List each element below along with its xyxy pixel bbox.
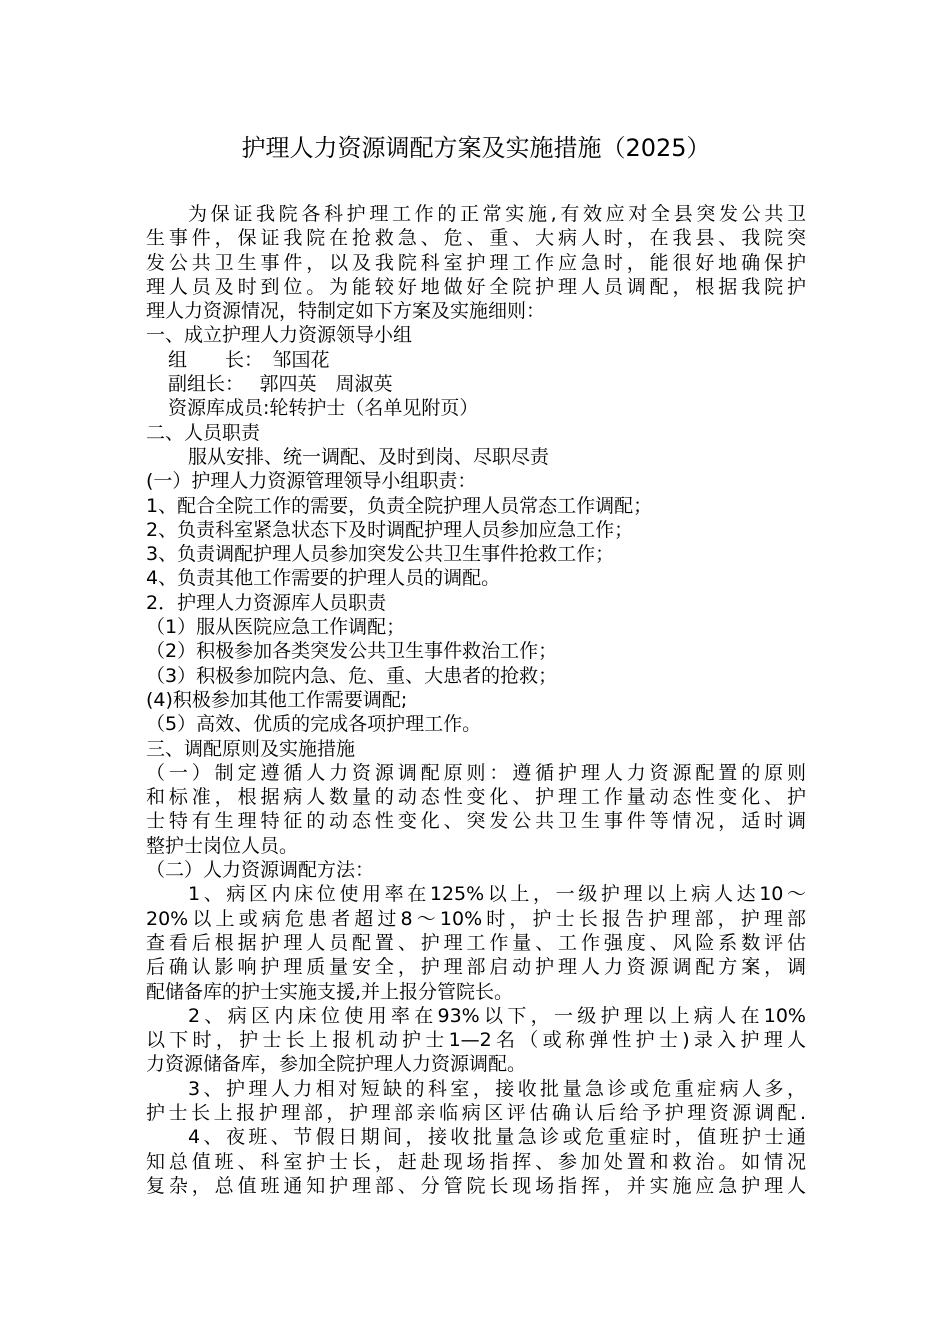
text-line: 组 长： 邹国花 xyxy=(168,348,330,371)
text-line: 3、护理人力相对短缺的科室，接收批量急诊或危重症病人多， xyxy=(188,1077,806,1100)
text-line: 为保证我院各科护理工作的正常实施,有效应对全县突发公共卫 xyxy=(188,203,806,225)
text-line: 副组长： 郭四英 周淑英 xyxy=(168,373,393,396)
text-line: 和标准，根据病人数量的动态性变化、护理工作量动态性变化、护 xyxy=(146,786,806,809)
text-line: 复杂，总值班通知护理部、分管院长现场指挥，并实施应急护理人 xyxy=(146,1174,806,1197)
document-body xyxy=(146,202,806,1198)
text-line: （二）人力资源调配方法： xyxy=(146,859,375,882)
text-line: （2）积极参加各类突发公共卫生事件救治工作； xyxy=(146,640,558,663)
text-line: 理人员及时到位。为能较好地做好全院护理人员调配，根据我院护 xyxy=(146,275,806,298)
text-line: 知总值班、科室护士长，赶赴现场指挥、参加处置和救治。如情况 xyxy=(146,1150,806,1173)
text-line: 4、负责其他工作需要的护理人员的调配。 xyxy=(146,567,501,590)
text-line: 查看后根据护理人员配置、护理工作量、工作强度、风险系数评估 xyxy=(146,931,806,954)
text-line: 力资源储备库，参加全院护理人力资源调配。 xyxy=(146,1053,527,1076)
document-page xyxy=(146,128,806,1198)
text-line: 配储备库的护士实施支援,并上报分管院长。 xyxy=(146,980,514,1003)
text-line: 生事件，保证我院在抢救急、危、重、大病人时，在我县、我院突 xyxy=(146,227,806,250)
text-line: （1）服从医院应急工作调配； xyxy=(146,616,406,639)
text-line: 士特有生理特征的动态性变化、突发公共卫生事件等情况，适时调 xyxy=(146,810,806,833)
text-line: 发公共卫生事件，以及我院科室护理工作应急时，能很好地确保护 xyxy=(146,251,806,274)
text-line: 20%以上或病危患者超过8～10%时，护士长报告护理部，护理部 xyxy=(146,907,806,930)
text-line: 护士长上报护理部，护理部亲临病区评估确认后给予护理资源调配. xyxy=(146,1101,806,1124)
text-line: 2、病区内床位使用率在93%以下，一级护理以上病人在10% xyxy=(188,1004,806,1027)
text-line: 二、人员职责 xyxy=(146,421,261,444)
text-line: 3、负责调配护理人员参加突发公共卫生事件抢救工作； xyxy=(146,543,615,566)
text-line: 整护士岗位人员。 xyxy=(146,834,299,857)
text-line: 1、配合全院工作的需要，负责全院护理人员常态工作调配； xyxy=(146,494,653,517)
text-line: 一、成立护理人力资源领导小组 xyxy=(146,324,413,347)
text-line: 4、夜班、节假日期间，接收批量急诊或危重症时，值班护士通 xyxy=(188,1126,806,1149)
text-line: （5）高效、优质的完成各项护理工作。 xyxy=(146,713,482,736)
document-title: 护理人力资源调配方案及实施措施（2025） xyxy=(241,134,711,162)
text-line: 2．护理人力资源库人员职责 xyxy=(146,591,387,614)
text-line: (一）护理人力资源管理领导小组职责： xyxy=(146,470,477,493)
text-line: 服从安排、统一调配、及时到岗、尽职尽责 xyxy=(188,445,550,468)
text-line: 后确认影响护理质量安全，护理部启动护理人力资源调配方案，调 xyxy=(146,956,806,979)
text-line: 1、病区内床位使用率在125%以上，一级护理以上病人达10～ xyxy=(188,883,806,906)
text-line: 三、调配原则及实施措施 xyxy=(146,737,356,760)
text-line: (4)积极参加其他工作需要调配; xyxy=(146,688,408,711)
text-line: （3）积极参加院内急、危、重、大患者的抢救； xyxy=(146,664,558,687)
text-line: 2、负责科室紧急状态下及时调配护理人员参加应急工作； xyxy=(146,518,634,541)
text-line: 资源库成员:轮转护士（名单见附页） xyxy=(168,397,479,420)
text-line: （一）制定遵循人力资源调配原则：遵循护理人力资源配置的原则 xyxy=(146,761,806,784)
text-line: 理人力资源情况，特制定如下方案及实施细则： xyxy=(146,300,546,323)
text-line: 以下时，护士长上报机动护士1—2名（或称弹性护士)录入护理人 xyxy=(146,1029,806,1052)
